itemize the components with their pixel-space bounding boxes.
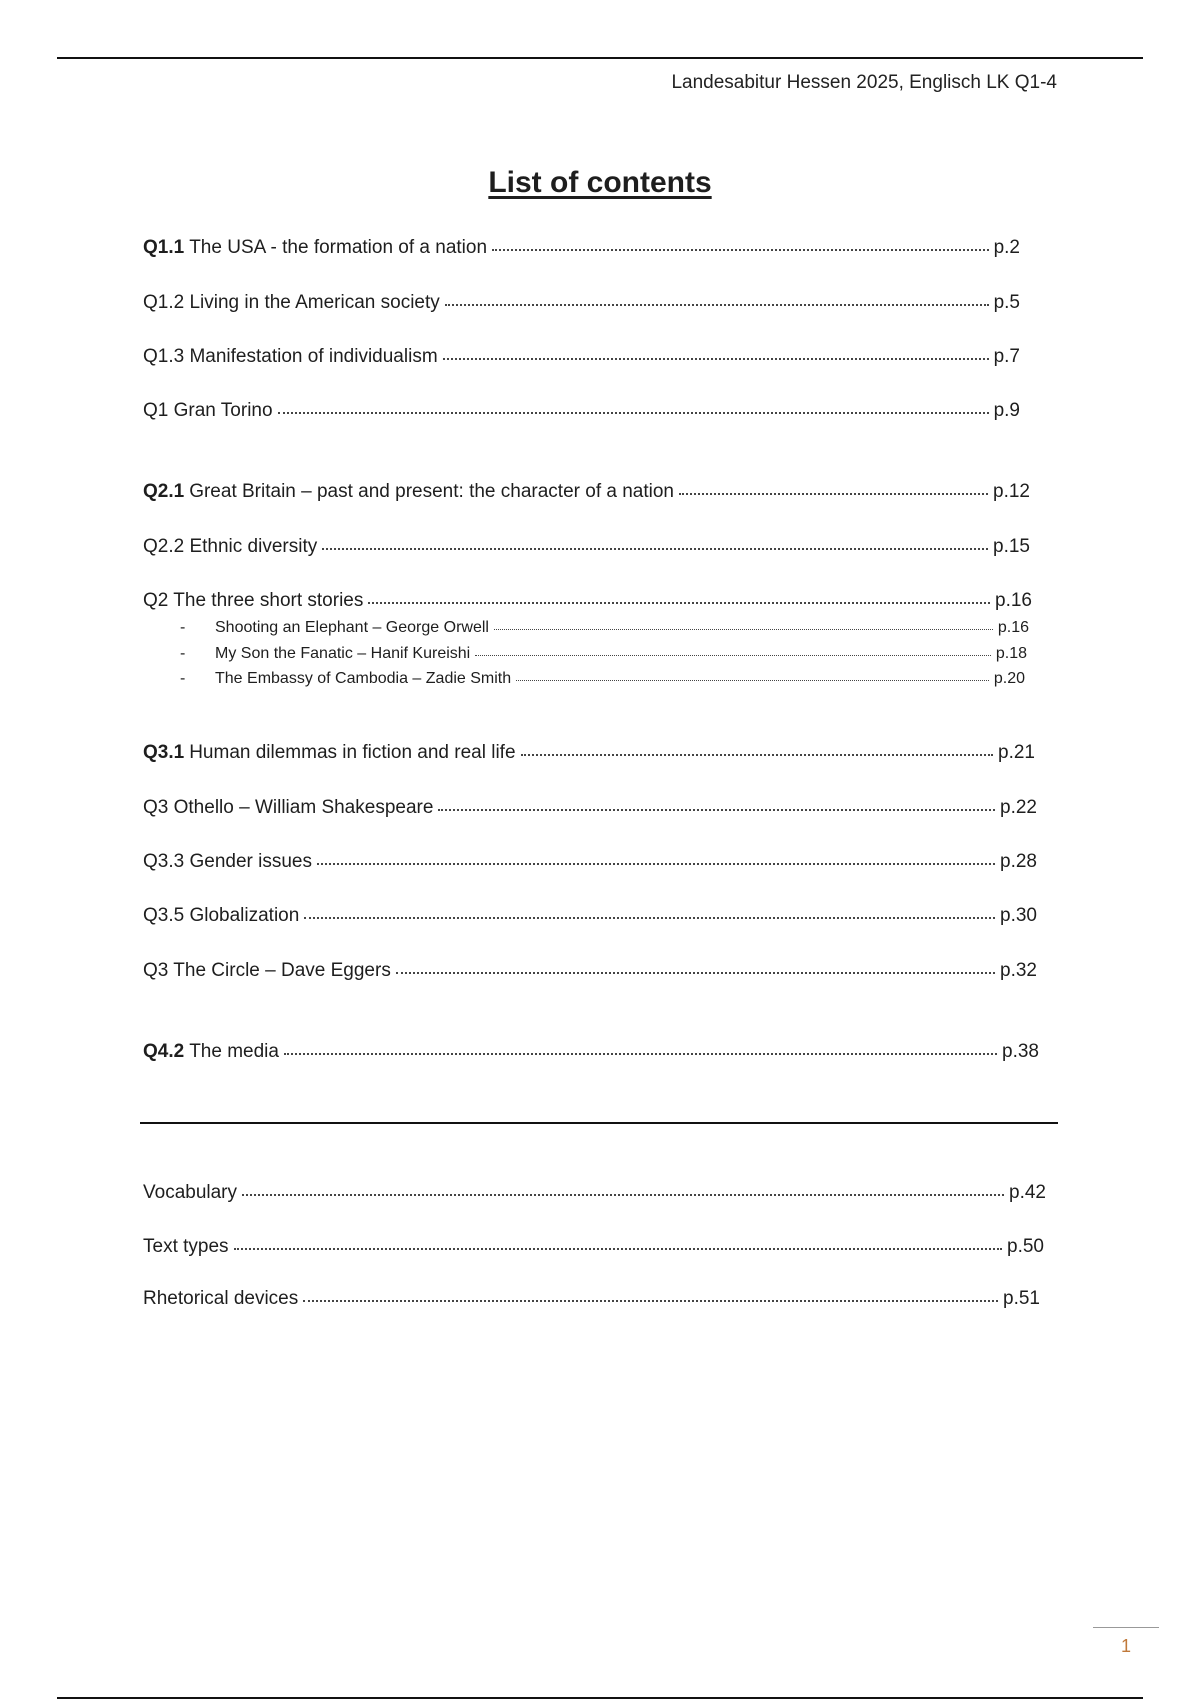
toc-entry[interactable] xyxy=(143,1182,1046,1204)
section-number: Q1.1 xyxy=(143,237,185,258)
dot-leader xyxy=(445,304,989,306)
toc-subentry[interactable] xyxy=(180,645,1027,663)
page-reference: p.7 xyxy=(993,346,1020,367)
dot-leader xyxy=(284,1053,997,1055)
dot-leader xyxy=(278,412,989,414)
dot-leader xyxy=(368,602,990,604)
section-number: Q4.2 xyxy=(143,1041,185,1062)
dot-leader xyxy=(396,972,995,974)
toc-entry[interactable] xyxy=(143,960,1037,982)
toc-entry[interactable] xyxy=(143,1041,1039,1063)
entry-title: The media xyxy=(189,1041,279,1062)
toc-entry[interactable] xyxy=(143,237,1020,259)
entry-title: Q3.3 Gender issues xyxy=(143,851,312,872)
page-reference: p.21 xyxy=(998,742,1035,763)
page-number-rule xyxy=(1093,1627,1159,1628)
entry-title: Q3 The Circle – Dave Eggers xyxy=(143,960,391,981)
entry-title: Great Britain – past and present: the character of a nation xyxy=(189,481,674,502)
entry-title: Q1 Gran Torino xyxy=(143,400,273,421)
dot-leader xyxy=(679,493,988,495)
entry-title: Q2.2 Ethnic diversity xyxy=(143,536,318,557)
page-reference: p.28 xyxy=(1000,851,1037,872)
page-reference: p.30 xyxy=(1000,905,1037,926)
page-number: 1 xyxy=(1120,1636,1131,1656)
toc-entry[interactable] xyxy=(143,481,1030,503)
page-reference: p.38 xyxy=(1002,1041,1039,1062)
entry-title: Q1.2 Living in the American society xyxy=(143,292,440,313)
bullet-dash: - xyxy=(180,670,186,687)
toc-entry[interactable] xyxy=(143,292,1020,314)
toc-entry[interactable] xyxy=(143,536,1030,558)
bullet-dash: - xyxy=(180,619,186,636)
entry-title: Vocabulary xyxy=(143,1182,238,1203)
page-reference: p.51 xyxy=(1003,1288,1040,1309)
toc-entry[interactable] xyxy=(143,590,1032,612)
dot-leader xyxy=(494,629,993,630)
entry-title: Text types xyxy=(143,1236,229,1257)
toc-subentry[interactable] xyxy=(180,670,1025,688)
page-reference: p.50 xyxy=(1007,1236,1044,1257)
section-number: Q3.1 xyxy=(143,742,185,763)
entry-title: The Embassy of Cambodia – Zadie Smith xyxy=(215,670,512,687)
toc-entry[interactable] xyxy=(143,1288,1040,1310)
entry-title: Q3 Othello – William Shakespeare xyxy=(143,797,434,818)
document-header: Landesabitur Hessen 2025, Englisch LK Q1-4 xyxy=(671,72,1057,93)
page-reference: p.15 xyxy=(993,536,1030,557)
section-divider xyxy=(140,1122,1058,1124)
page-reference: p.12 xyxy=(993,481,1030,502)
page-reference: p.16 xyxy=(997,619,1029,636)
entry-title: My Son the Fanatic – Hanif Kureishi xyxy=(215,645,471,662)
entry-title: Human dilemmas in fiction and real life xyxy=(189,742,516,763)
entry-title: Shooting an Elephant – George Orwell xyxy=(215,619,489,636)
page-reference: p.16 xyxy=(995,590,1032,611)
dot-leader xyxy=(304,917,995,919)
dot-leader xyxy=(303,1300,998,1302)
dot-leader xyxy=(438,809,995,811)
page-reference: p.32 xyxy=(1000,960,1037,981)
page-reference: p.5 xyxy=(993,292,1020,313)
dot-leader xyxy=(521,754,994,756)
entry-title: Q1.3 Manifestation of individualism xyxy=(143,346,438,367)
dot-leader xyxy=(322,548,988,550)
dot-leader xyxy=(475,655,991,656)
bullet-dash: - xyxy=(180,645,186,662)
dot-leader xyxy=(242,1194,1004,1196)
entry-title: Q2 The three short stories xyxy=(143,590,364,611)
section-number: Q2.1 xyxy=(143,481,185,502)
entry-title: The USA - the formation of a nation xyxy=(189,237,488,258)
entry-title: Rhetorical devices xyxy=(143,1288,299,1309)
toc-entry[interactable] xyxy=(143,905,1037,927)
header-rule xyxy=(57,57,1143,59)
page-title: List of contents xyxy=(488,166,712,199)
dot-leader xyxy=(317,863,995,865)
toc-entry[interactable] xyxy=(143,797,1037,819)
toc-entry[interactable] xyxy=(143,400,1020,422)
toc-entry[interactable] xyxy=(143,1236,1044,1258)
toc-entry[interactable] xyxy=(143,346,1020,368)
entry-title: Q3.5 Globalization xyxy=(143,905,300,926)
dot-leader xyxy=(443,358,989,360)
page-reference: p.22 xyxy=(1000,797,1037,818)
toc-entry[interactable] xyxy=(143,851,1037,873)
page-reference: p.18 xyxy=(995,645,1027,662)
page-reference: p.9 xyxy=(993,400,1020,421)
page-reference: p.20 xyxy=(993,670,1025,687)
toc-entry[interactable] xyxy=(143,742,1035,764)
dot-leader xyxy=(516,680,989,681)
footer-rule xyxy=(57,1697,1143,1699)
page-reference: p.42 xyxy=(1009,1182,1046,1203)
page-reference: p.2 xyxy=(993,237,1020,258)
toc-subentry[interactable] xyxy=(180,619,1029,637)
dot-leader xyxy=(234,1248,1002,1250)
dot-leader xyxy=(492,249,989,251)
